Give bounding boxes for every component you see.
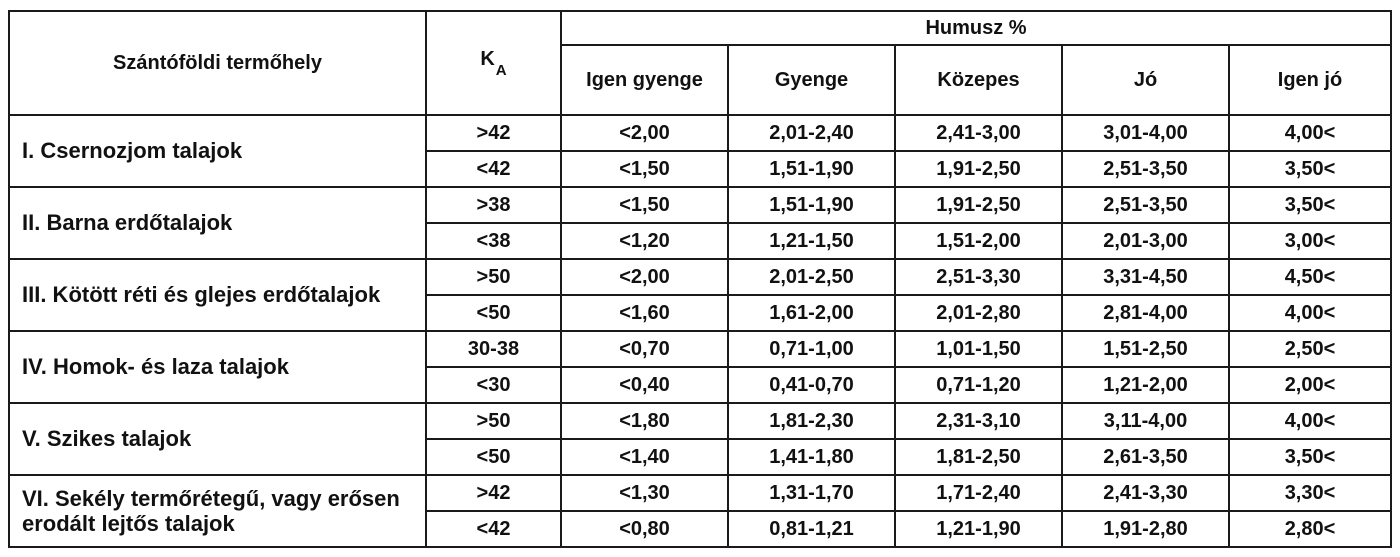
humus-range-cell: 2,01-3,00 — [1062, 223, 1229, 259]
soil-type-name: II. Barna erdőtalajok — [9, 187, 426, 259]
humus-range-cell: 3,50< — [1229, 439, 1391, 475]
table-row — [9, 475, 1391, 511]
category-header: Gyenge — [728, 45, 895, 115]
humus-range-cell: 1,31-1,70 — [728, 475, 895, 511]
humus-range-cell: 2,50< — [1229, 331, 1391, 367]
humus-range-cell: 2,51-3,30 — [895, 259, 1062, 295]
humus-range-cell: 1,21-1,50 — [728, 223, 895, 259]
humus-range-cell: 1,81-2,30 — [728, 403, 895, 439]
humus-range-cell: 1,91-2,50 — [895, 151, 1062, 187]
humus-range-cell: 2,41-3,30 — [1062, 475, 1229, 511]
humus-table — [8, 10, 1392, 548]
ka-value: 30-38 — [426, 331, 561, 367]
ka-value: <50 — [426, 295, 561, 331]
ka-value: >42 — [426, 475, 561, 511]
humus-range-cell: 4,00< — [1229, 295, 1391, 331]
humus-range-cell: <0,80 — [561, 511, 728, 547]
ka-header — [426, 11, 561, 115]
humus-range-cell: 2,01-2,40 — [728, 115, 895, 151]
soil-type-name: IV. Homok- és laza talajok — [9, 331, 426, 403]
humus-range-cell: 1,21-1,90 — [895, 511, 1062, 547]
soil-type-name: V. Szikes talajok — [9, 403, 426, 475]
humus-range-cell: 1,01-1,50 — [895, 331, 1062, 367]
humus-range-cell: 1,51-1,90 — [728, 151, 895, 187]
humus-range-cell: 3,01-4,00 — [1062, 115, 1229, 151]
humus-range-cell: 4,00< — [1229, 115, 1391, 151]
ka-value: >38 — [426, 187, 561, 223]
humus-range-cell: <1,50 — [561, 187, 728, 223]
humus-range-cell: 2,81-4,00 — [1062, 295, 1229, 331]
humus-range-cell: 3,31-4,50 — [1062, 259, 1229, 295]
humus-range-cell: <1,80 — [561, 403, 728, 439]
humus-range-cell: 3,11-4,00 — [1062, 403, 1229, 439]
humusz-header: Humusz % — [561, 11, 1391, 45]
humus-range-cell: 1,51-2,50 — [1062, 331, 1229, 367]
humus-range-cell: <1,40 — [561, 439, 728, 475]
humus-range-cell: 2,80< — [1229, 511, 1391, 547]
category-header: Igen jó — [1229, 45, 1391, 115]
humus-range-cell: 2,01-2,50 — [728, 259, 895, 295]
humus-range-cell: 2,51-3,50 — [1062, 187, 1229, 223]
humus-range-cell: 1,91-2,50 — [895, 187, 1062, 223]
table-row — [9, 331, 1391, 367]
ka-main: K — [480, 47, 495, 70]
humus-range-cell: 0,81-1,21 — [728, 511, 895, 547]
ka-value: >42 — [426, 115, 561, 151]
humus-range-cell: 1,81-2,50 — [895, 439, 1062, 475]
humus-range-cell: 1,51-1,90 — [728, 187, 895, 223]
humus-range-cell: 2,31-3,10 — [895, 403, 1062, 439]
category-header: Jó — [1062, 45, 1229, 115]
humus-range-cell: 4,00< — [1229, 403, 1391, 439]
ka-value: <30 — [426, 367, 561, 403]
ka-value: <42 — [426, 511, 561, 547]
humus-range-cell: <2,00 — [561, 115, 728, 151]
humus-range-cell: 4,50< — [1229, 259, 1391, 295]
humus-range-cell: 1,71-2,40 — [895, 475, 1062, 511]
table-row — [9, 403, 1391, 439]
humus-range-cell: 1,61-2,00 — [728, 295, 895, 331]
table-body — [9, 115, 1391, 547]
humus-range-cell: 2,41-3,00 — [895, 115, 1062, 151]
humus-range-cell: 3,50< — [1229, 151, 1391, 187]
humus-range-cell: <1,30 — [561, 475, 728, 511]
soil-type-name: III. Kötött réti és glejes erdőtalajok — [9, 259, 426, 331]
ka-value: <50 — [426, 439, 561, 475]
humus-range-cell: 0,41-0,70 — [728, 367, 895, 403]
humus-range-cell: 0,71-1,00 — [728, 331, 895, 367]
humus-range-cell: <1,50 — [561, 151, 728, 187]
humus-range-cell: 2,51-3,50 — [1062, 151, 1229, 187]
ka-value: >50 — [426, 403, 561, 439]
humus-range-cell: 1,41-1,80 — [728, 439, 895, 475]
table-row — [9, 187, 1391, 223]
site-header: Szántóföldi termőhely — [9, 11, 426, 115]
soil-type-name: I. Csernozjom talajok — [9, 115, 426, 187]
humus-range-cell: 3,50< — [1229, 187, 1391, 223]
table-row — [9, 115, 1391, 151]
soil-type-name: VI. Sekély termőrétegű, vagy erősen erodált lejtős talajok — [9, 475, 426, 547]
humus-range-cell: <1,20 — [561, 223, 728, 259]
ka-subscript: A — [495, 61, 507, 79]
ka-value: <42 — [426, 151, 561, 187]
humus-range-cell: <0,70 — [561, 331, 728, 367]
humus-range-cell: 3,00< — [1229, 223, 1391, 259]
humus-range-cell: 2,00< — [1229, 367, 1391, 403]
humus-range-cell: <2,00 — [561, 259, 728, 295]
humus-range-cell: 2,01-2,80 — [895, 295, 1062, 331]
humus-range-cell: 1,91-2,80 — [1062, 511, 1229, 547]
humus-range-cell: 1,21-2,00 — [1062, 367, 1229, 403]
category-header: Igen gyenge — [561, 45, 728, 115]
table-row — [9, 259, 1391, 295]
humus-range-cell: <1,60 — [561, 295, 728, 331]
ka-value: >50 — [426, 259, 561, 295]
humus-range-cell: <0,40 — [561, 367, 728, 403]
humus-range-cell: 0,71-1,20 — [895, 367, 1062, 403]
humus-range-cell: 2,61-3,50 — [1062, 439, 1229, 475]
humus-range-cell: 3,30< — [1229, 475, 1391, 511]
ka-value: <38 — [426, 223, 561, 259]
humus-range-cell: 1,51-2,00 — [895, 223, 1062, 259]
category-header: Közepes — [895, 45, 1062, 115]
